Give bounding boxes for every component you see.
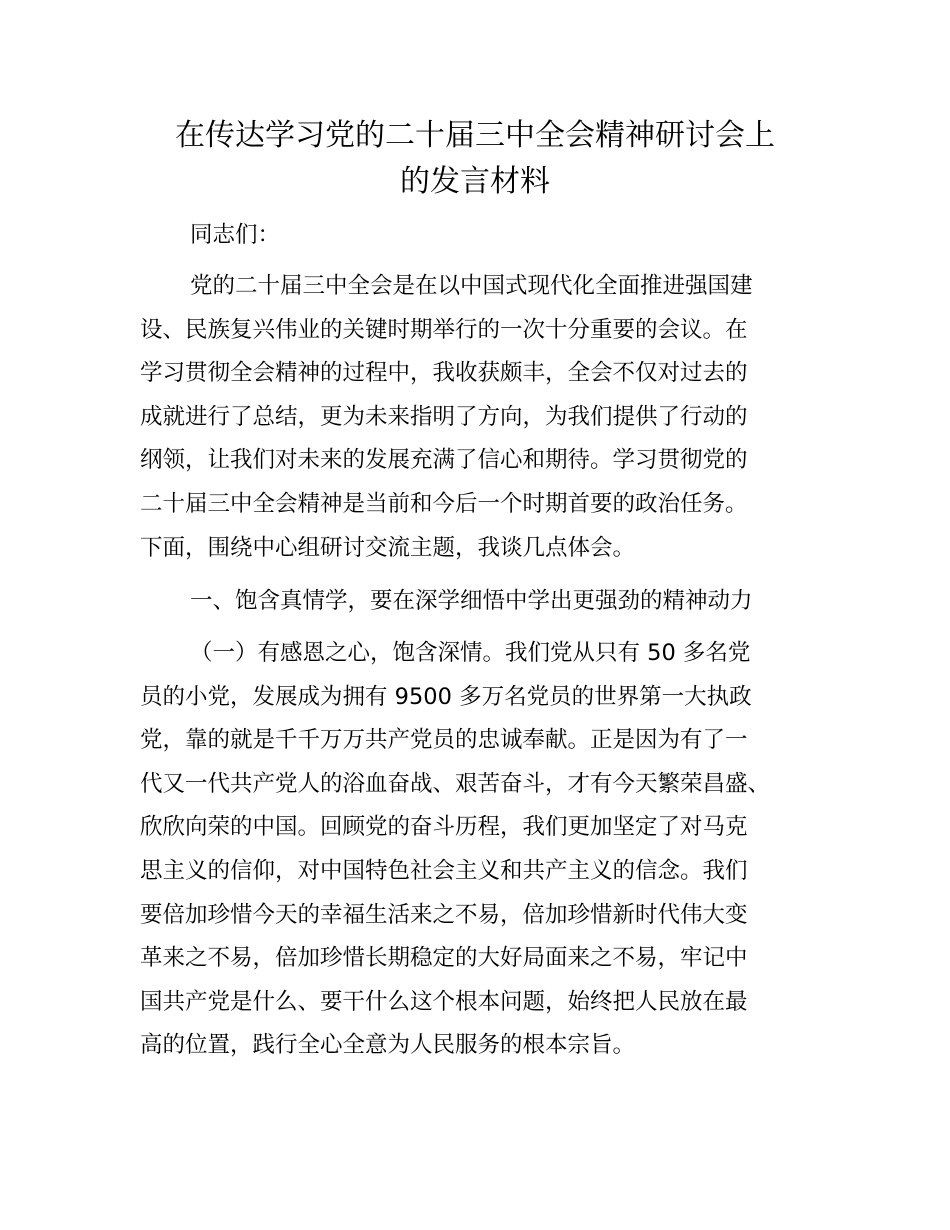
text-line: （一）有感恩之心，饱含深情。我们党从只有 50 多名党 [190, 640, 751, 666]
text-line: 高的位置，践行全心全意为人民服务的根本宗旨。 [140, 1032, 636, 1059]
text-line: 党的二十届三中全会是在以中国式现代化全面推进强国建 [190, 273, 753, 299]
document-title [140, 113, 810, 205]
paragraph-section-one [140, 632, 830, 1068]
text-line: 员的小党，发展成为拥有 9500 多万名党员的世界第一大执政 [140, 683, 752, 710]
text-line: 学习贯彻全会精神的过程中，我收获颇丰，全会不仅对过去的 [140, 360, 748, 387]
section-heading [140, 580, 830, 624]
title-line: 在传达学习党的二十届三中全会精神研讨会上 [175, 118, 775, 153]
text-line: 二十届三中全会精神是当前和今后一个时期首要的政治任务。 [140, 490, 748, 517]
text-line: 成就进行了总结，更为未来指明了方向，为我们提供了行动的 [140, 403, 748, 430]
text-line: 设、民族复兴伟业的关键时期举行的一次十分重要的会议。在 [140, 316, 748, 343]
text-line: 革来之不易，倍加珍惜长期稳定的大好局面来之不易，牢记中 [140, 945, 748, 972]
text-line: 欣欣向荣的中国。回顾党的奋斗历程，我们更加坚定了对马克 [140, 814, 748, 841]
title-line: 的发言材料 [400, 164, 550, 199]
text-line: 思主义的信仰，对中国特色社会主义和共产主义的信念。我们 [140, 857, 748, 884]
greeting-text: 同志们： [190, 222, 281, 248]
text-line: 要倍加珍惜今天的幸福生活来之不易，倍加珍惜新时代伟大变 [140, 901, 748, 928]
text-line: 代又一代共产党人的浴血奋战、艰苦奋斗，才有今天繁荣昌盛、 [140, 770, 771, 797]
text-line: 国共产党是什么、要干什么这个根本问题，始终把人民放在最 [140, 988, 748, 1015]
text-line: 下面，围绕中心组研讨交流主题，我谈几点体会。 [140, 534, 636, 561]
text-line: 党，靠的就是千千万万共产党员的忠诚奉献。正是因为有了一 [140, 727, 748, 754]
section-heading-text: 一、饱含真情学，要在深学细悟中学出更强劲的精神动力 [190, 588, 753, 614]
text-line: 纲领，让我们对未来的发展充满了信心和期待。学习贯彻党的 [140, 447, 748, 474]
greeting [140, 214, 830, 258]
paragraph-intro [140, 265, 830, 570]
